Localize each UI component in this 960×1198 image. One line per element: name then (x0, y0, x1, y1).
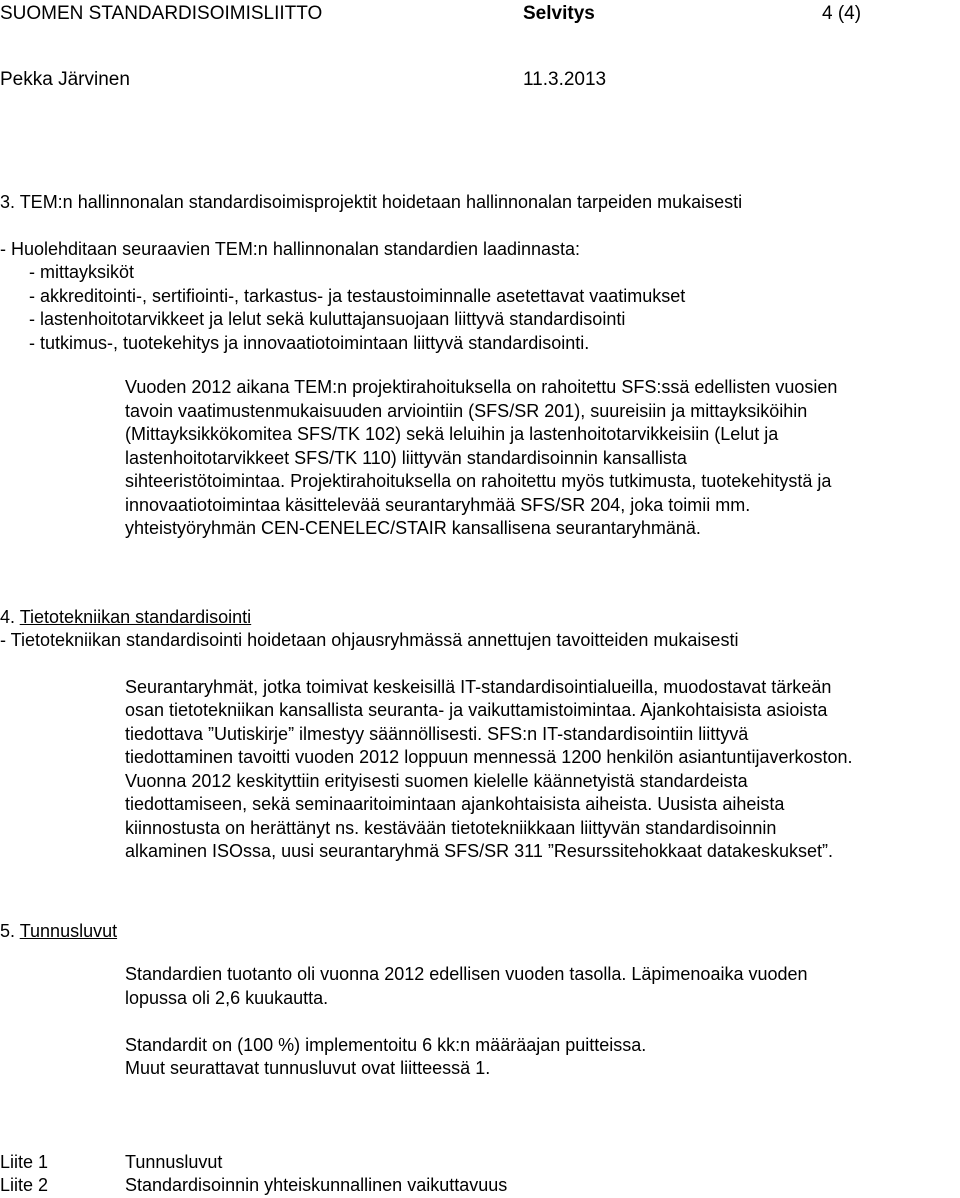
section3-intro: - Huolehditaan seuraavien TEM:n hallinnonalan standardien laadinnasta: (0, 239, 581, 259)
paragraph-line: lastenhoitotarvikkeet SFS/TK 110) liittyvän standardisoinnin kansallista (125, 448, 687, 468)
paragraph-line: alkaminen ISOssa, uusi seurantaryhmä SFS/SR 311 ”Resurssitehokkaat datakeskukset”. (125, 841, 833, 861)
paragraph-line: Muut seurattavat tunnusluvut ovat liitteessä 1. (125, 1058, 491, 1078)
paragraph-line: tiedottaminen tavoitti vuoden 2012 loppuun mennessä 1200 henkilön asiantuntijaverkoston. (125, 747, 853, 767)
section4-number: 4. (0, 607, 16, 627)
section3-list-item: - akkreditointi-, sertifiointi-, tarkastus- ja testaustoiminnalle asetettavat vaatimukset (29, 286, 686, 306)
organization-name: SUOMEN STANDARDISOIMISLIITTO (0, 3, 323, 24)
paragraph-line: Seurantaryhmät, jotka toimivat keskeisillä IT-standardisointialueilla, muodostavat tärkeän (125, 677, 832, 697)
section5-heading (0, 919, 117, 943)
attachment-label: Liite 1 (0, 1152, 49, 1172)
document-type: Selvitys (523, 3, 595, 24)
paragraph-line: tavoin vaatimustenmukaisuuden arviointiin (SFS/SR 201), suureisiin ja mittayksiköihin (125, 401, 808, 421)
section4-heading (0, 605, 251, 629)
paragraph-line: tiedottamiseen, sekä seminaaritoimintaan ajankohtaisista aiheista. Uusista aiheista (125, 794, 785, 814)
paragraph-line: Standardit on (100 %) implementoitu 6 kk:n määräajan puitteissa. (125, 1035, 647, 1055)
paragraph-line: Vuonna 2012 keskityttiin erityisesti suomen kielelle käännetyistä standardeista (125, 771, 748, 791)
section3-list-item: - mittayksiköt (29, 262, 135, 282)
paragraph-line: lopussa oli 2,6 kuukautta. (125, 988, 329, 1008)
section3-heading: 3. TEM:n hallinnonalan standardisoimisprojektit hoidetaan hallinnonalan tarpeiden mukaisesti (0, 192, 743, 212)
section3-list-item: - tutkimus-, tuotekehitys ja innovaatiotoimintaan liittyvä standardisointi. (29, 333, 590, 353)
paragraph-line: Vuoden 2012 aikana TEM:n projektirahoituksella on rahoitettu SFS:ssä edellisten vuosien (125, 377, 838, 397)
section4-intro: - Tietotekniikan standardisointi hoidetaan ohjausryhmässä annettujen tavoitteiden mukaisesti (0, 630, 739, 650)
paragraph-line: Standardien tuotanto oli vuonna 2012 edellisen vuoden tasolla. Läpimenoaika vuoden (125, 964, 808, 984)
paragraph-line: sihteeristötoimintaa. Projektirahoituksella on rahoitettu myös tutkimusta, tuotekehitystä ja (125, 471, 832, 491)
paragraph-line: innovaatiotoimintaa käsittelevää seurantaryhmää SFS/SR 204, joka toimii mm. (125, 495, 751, 515)
paragraph-line: tiedottava ”Uutiskirje” ilmestyy säännöllisesti. SFS:n IT-standardisointiin liittyvä (125, 724, 749, 744)
paragraph-line: kiinnostusta on herättänyt ns. kestävään tietotekniikkaan liittyvän standardisoinnin (125, 818, 777, 838)
section5-number: 5. (0, 921, 16, 941)
attachment-label: Liite 2 (0, 1175, 49, 1195)
paragraph-line: osan tietotekniikan kansallista seuranta- ja vaikuttamistoimintaa. Ajankohtaisista asioista (125, 700, 828, 720)
section5-title: Tunnusluvut (19, 921, 118, 941)
paragraph-line: yhteistyöryhmän CEN-CENELEC/STAIR kansallisena seurantaryhmänä. (125, 518, 701, 538)
section4-title: Tietotekniikan standardisointi (19, 607, 252, 627)
paragraph-line: (Mittayksikkökomitea SFS/TK 102) sekä leluihin ja lastenhoitotarvikkeisiin (Lelut ja (125, 424, 779, 444)
section3-list-item: - lastenhoitotarvikkeet ja lelut sekä kuluttajansuojaan liittyvä standardisointi (29, 309, 626, 329)
document-date: 11.3.2013 (523, 69, 607, 90)
attachment-title: Standardisoinnin yhteiskunnallinen vaikuttavuus (125, 1175, 508, 1195)
page-number: 4 (4) (822, 3, 862, 24)
author-name: Pekka Järvinen (0, 69, 130, 90)
attachment-title: Tunnusluvut (125, 1152, 223, 1172)
